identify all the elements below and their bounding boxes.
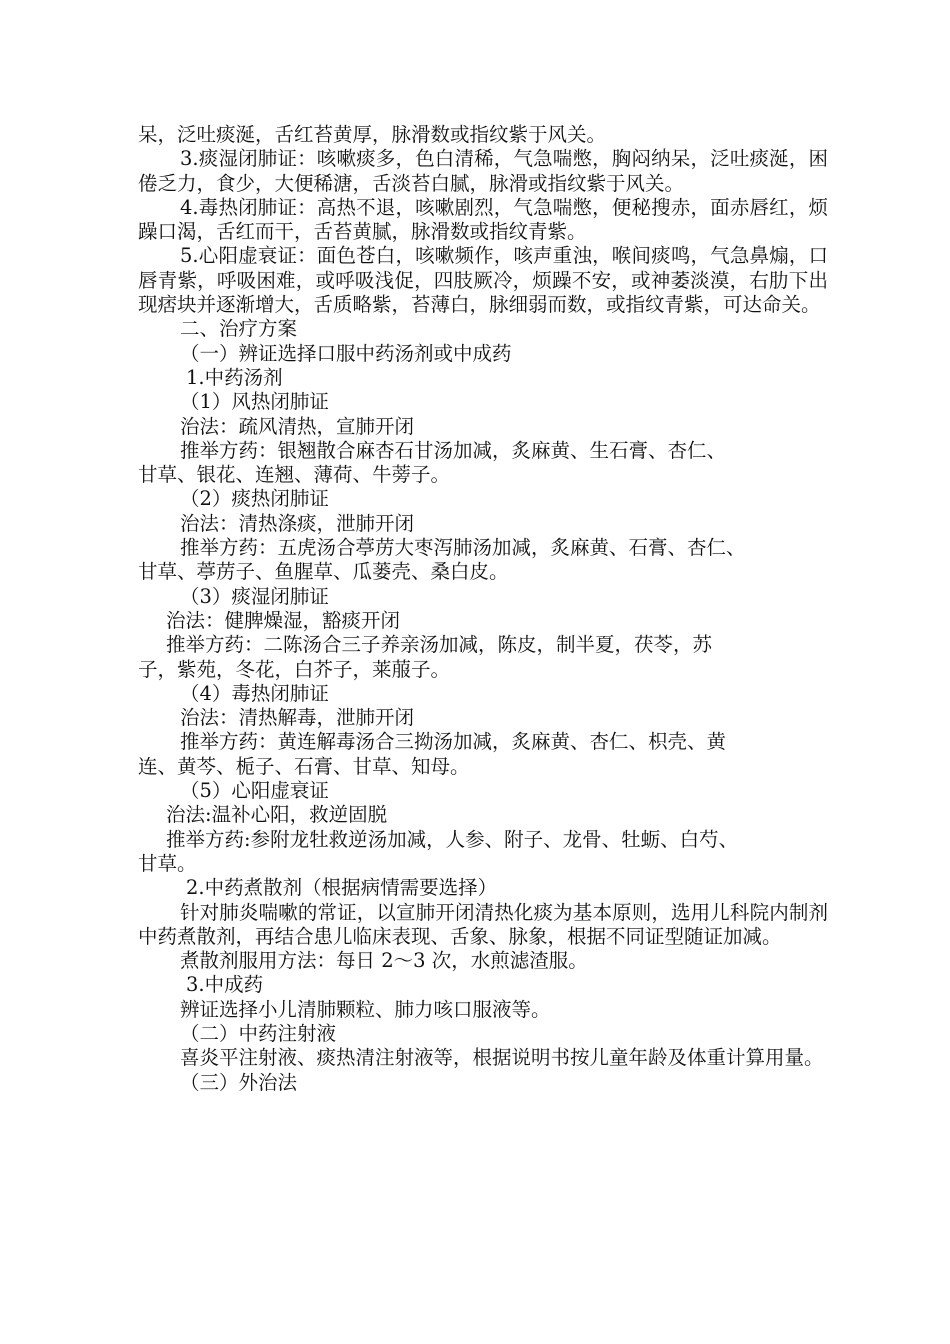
item-heading: 2.中药煮散剂（根据病情需要选择） (186, 876, 498, 900)
treatment-method: 治法:温补心阳，救逆固脱 (166, 803, 388, 827)
treatment-method: 治法：健脾燥湿，豁痰开闭 (166, 608, 401, 632)
prescription-line: 推举方药：银翘散合麻杏石甘汤加减，炙麻黄、生石膏、杏仁、 (180, 438, 727, 462)
syndrome-heading: （4）毒热闭肺证 (180, 681, 329, 705)
paragraph: 3.痰湿闭肺证：咳嗽痰多，色白清稀，气急喘憋，胸闷纳呆，泛吐痰涎，困倦乏力，食少，大便稀溏，舌淡苔白腻，脉滑或指纹紫于风关。 (138, 147, 828, 195)
paragraph: 4.毒热闭肺证：高热不退，咳嗽剧烈，气急喘憋，便秘搜赤，面赤唇红，烦躁口渴，舌红而干，舌苔黄腻，脉滑数或指纹青紫。 (138, 195, 828, 244)
prescription-continuation: 甘草、银花、连翘、薄荷、牛蒡子。 (138, 463, 451, 487)
prescription-line: 推举方药：五虎汤合葶苈大枣泻肺汤加减，炙麻黄、石膏、杏仁、 (180, 536, 746, 560)
treatment-method: 治法：清热涤痰，泄肺开闭 (180, 511, 415, 535)
item-heading: 3.中成药 (186, 973, 264, 997)
subsection-heading: （三）外治法 (180, 1070, 298, 1094)
prescription-line: 推举方药：二陈汤合三子养亲汤加减，陈皮，制半夏，茯苓，苏 (166, 633, 713, 657)
document-body (138, 123, 828, 1095)
treatment-method: 治法：清热解毒，泄肺开闭 (180, 706, 415, 730)
subsection-heading: （一）辨证选择口服中药汤剂或中成药 (180, 341, 512, 365)
syndrome-heading: （5）心阳虚衰证 (180, 779, 329, 803)
paragraph: 呆，泛吐痰涎，舌红苔黄厚，脉滑数或指纹紫于风关。 (138, 123, 607, 146)
paragraph: 煮散剂服用方法：每日 2～3 次，水煎滤渣服。 (180, 949, 588, 973)
prescription-continuation: 甘草。 (138, 851, 197, 875)
item-heading: 1.中药汤剂 (186, 365, 283, 389)
syndrome-heading: （2）痰热闭肺证 (180, 487, 329, 511)
treatment-method: 治法：疏风清热，宣肺开闭 (180, 414, 415, 438)
syndrome-heading: （1）风热闭肺证 (180, 390, 329, 414)
prescription-continuation: 连、黄芩、栀子、石膏、甘草、知母。 (138, 754, 470, 778)
paragraph: 针对肺炎喘嗽的常证，以宣肺开闭清热化痰为基本原则，选用儿科院内制剂中药煮散剂，再结合患儿临床表现、舌象、脉象，根据不同证型随证加减。 (138, 900, 828, 948)
prescription-line: 推举方药：黄连解毒汤合三拗汤加减，炙麻黄、杏仁、枳壳、黄 (180, 730, 727, 754)
paragraph: 5.心阳虚衰证：面色苍白，咳嗽频作，咳声重浊，喉间痰鸣，气急鼻煽，口唇青紫，呼吸困难，或呼吸浅促，四肢厥冷，烦躁不安，或神萎淡漠，右肋下出现痞块并逐渐增大，舌质略紫，苔薄白，脉细弱而数，或指纹青紫，可达命关。 (138, 244, 828, 317)
prescription-line: 推举方药:参附龙牡救逆汤加减，人参、附子、龙骨、牡蛎、白芍、 (166, 827, 739, 851)
paragraph: 喜炎平注射液、痰热清注射液等，根据说明书按儿童年龄及体重计算用量。 (180, 1046, 824, 1070)
section-heading: 二、治疗方案 (180, 317, 298, 341)
prescription-continuation: 甘草、葶苈子、鱼腥草、瓜蒌壳、桑白皮。 (138, 560, 509, 584)
syndrome-heading: （3）痰湿闭肺证 (180, 584, 329, 608)
paragraph: 辨证选择小儿清肺颗粒、肺力咳口服液等。 (180, 997, 551, 1021)
prescription-continuation: 子，紫苑，冬花，白芥子，莱菔子。 (138, 657, 451, 681)
subsection-heading: （二）中药注射液 (180, 1021, 337, 1045)
